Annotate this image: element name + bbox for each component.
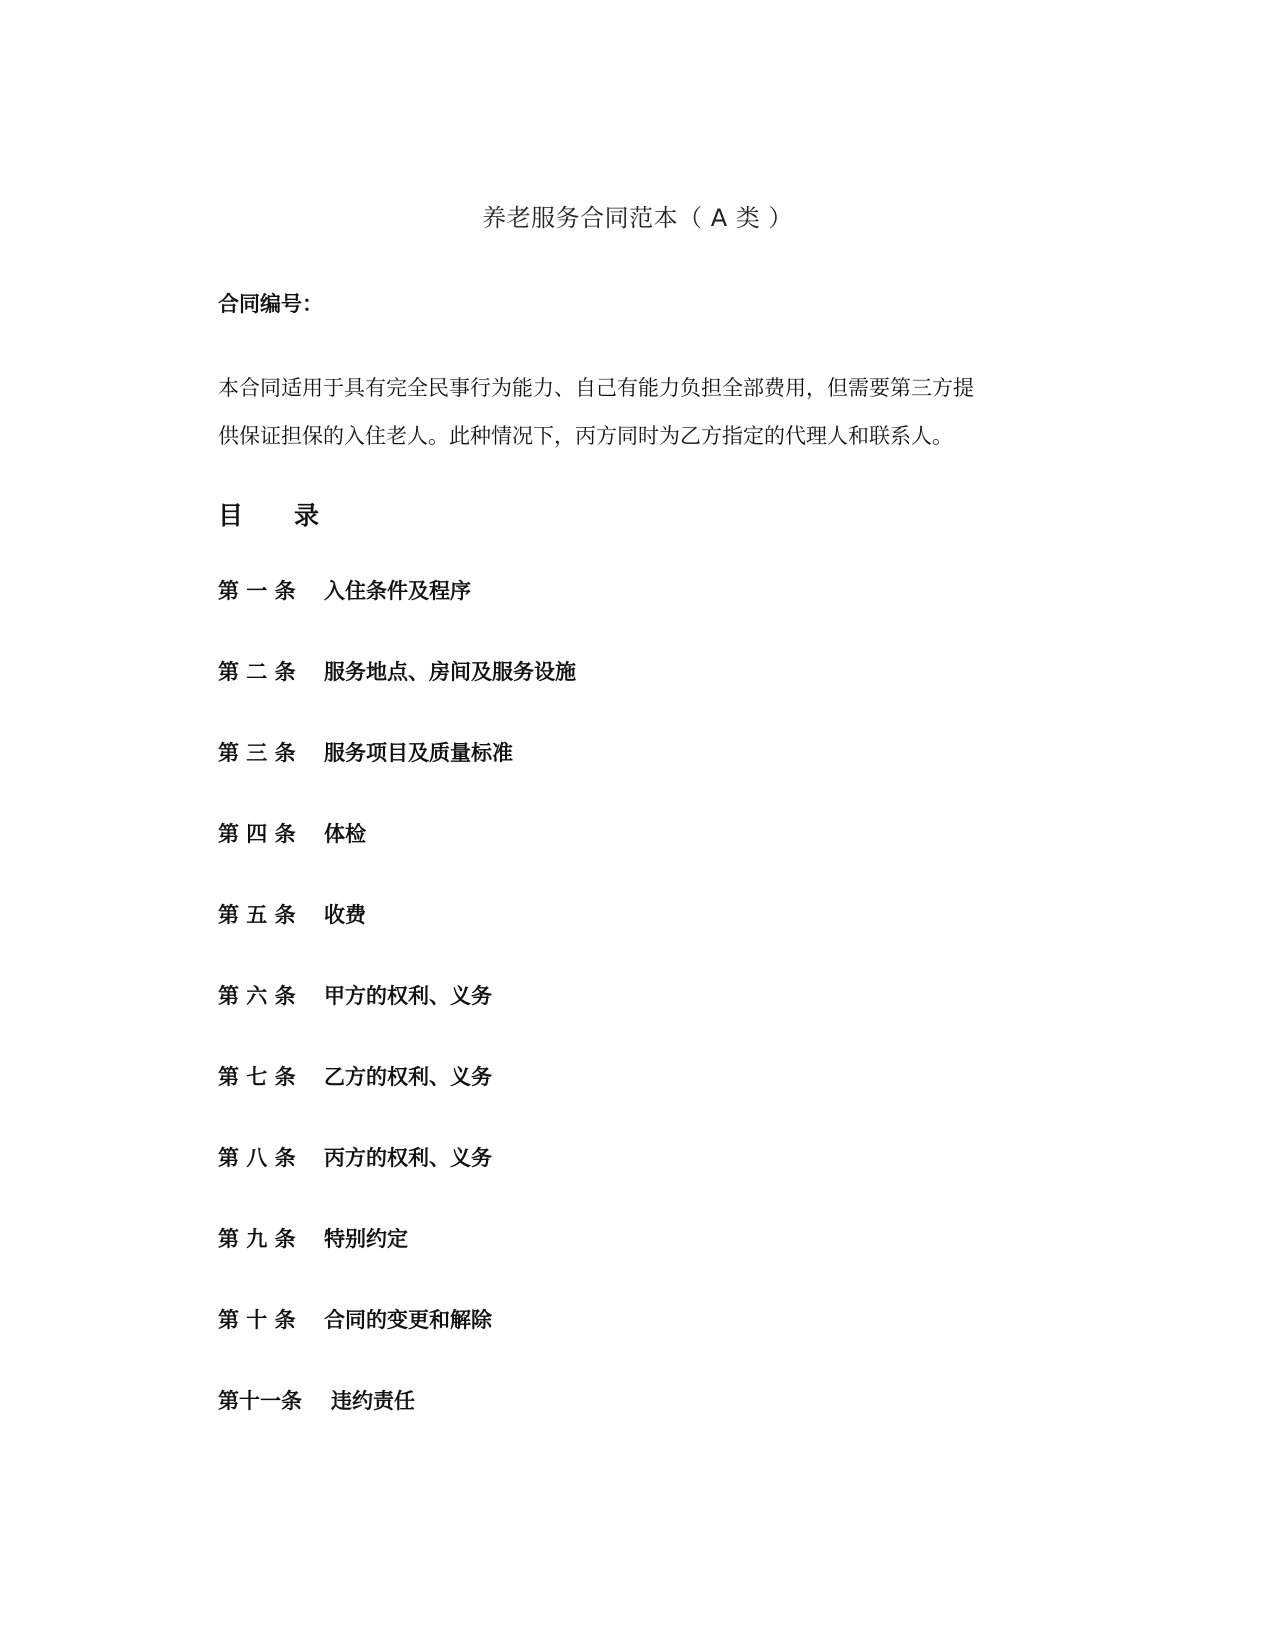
toc-item [218, 1385, 576, 1466]
document-title: 养老服务合同范本（ A 类 ） [482, 204, 793, 232]
toc-heading-char: 录 [294, 501, 320, 530]
toc-article-title: 服务地点、房间及服务设施 [324, 660, 576, 684]
toc-article-title: 违约责任 [331, 1389, 415, 1413]
toc-article-number: 第 四 条 [218, 822, 296, 846]
toc-item [218, 575, 576, 656]
toc-article-title: 丙方的权利、义务 [324, 1146, 492, 1170]
toc-article-number: 第 三 条 [218, 741, 296, 765]
toc-article-title: 体检 [324, 822, 366, 846]
intro-paragraph [218, 364, 1068, 460]
contract-number-label: 合同编号： [218, 292, 323, 316]
intro-line: 供保证担保的入住老人。此种情况下，丙方同时为乙方指定的代理人和联系人。 [218, 424, 953, 448]
toc-article-title: 入住条件及程序 [324, 579, 471, 603]
toc-item [218, 818, 576, 899]
toc-article-number: 第 五 条 [218, 903, 296, 927]
table-of-contents [218, 575, 576, 1466]
toc-item [218, 1304, 576, 1385]
toc-heading-char: 目 [218, 501, 244, 530]
toc-article-number: 第 九 条 [218, 1227, 296, 1251]
intro-line: 本合同适用于具有完全民事行为能力、自己有能力负担全部费用，但需要第三方提 [218, 376, 974, 400]
toc-article-number: 第 十 条 [218, 1308, 296, 1332]
toc-article-title: 乙方的权利、义务 [324, 1065, 492, 1089]
toc-heading [218, 496, 319, 532]
toc-item [218, 656, 576, 737]
toc-item [218, 899, 576, 980]
toc-article-number: 第 七 条 [218, 1065, 296, 1089]
toc-item [218, 1223, 576, 1304]
toc-article-title: 特别约定 [324, 1227, 408, 1251]
toc-item [218, 737, 576, 818]
toc-article-number: 第 八 条 [218, 1146, 296, 1170]
toc-article-number: 第 一 条 [218, 579, 296, 603]
toc-article-title: 甲方的权利、义务 [324, 984, 492, 1008]
toc-article-number: 第十一条 [218, 1389, 302, 1413]
toc-article-number: 第 二 条 [218, 660, 296, 684]
toc-item [218, 980, 576, 1061]
toc-article-title: 合同的变更和解除 [324, 1308, 492, 1332]
toc-article-title: 服务项目及质量标准 [324, 741, 513, 765]
toc-article-title: 收费 [324, 903, 366, 927]
toc-item [218, 1142, 576, 1223]
toc-article-number: 第 六 条 [218, 984, 296, 1008]
toc-item [218, 1061, 576, 1142]
